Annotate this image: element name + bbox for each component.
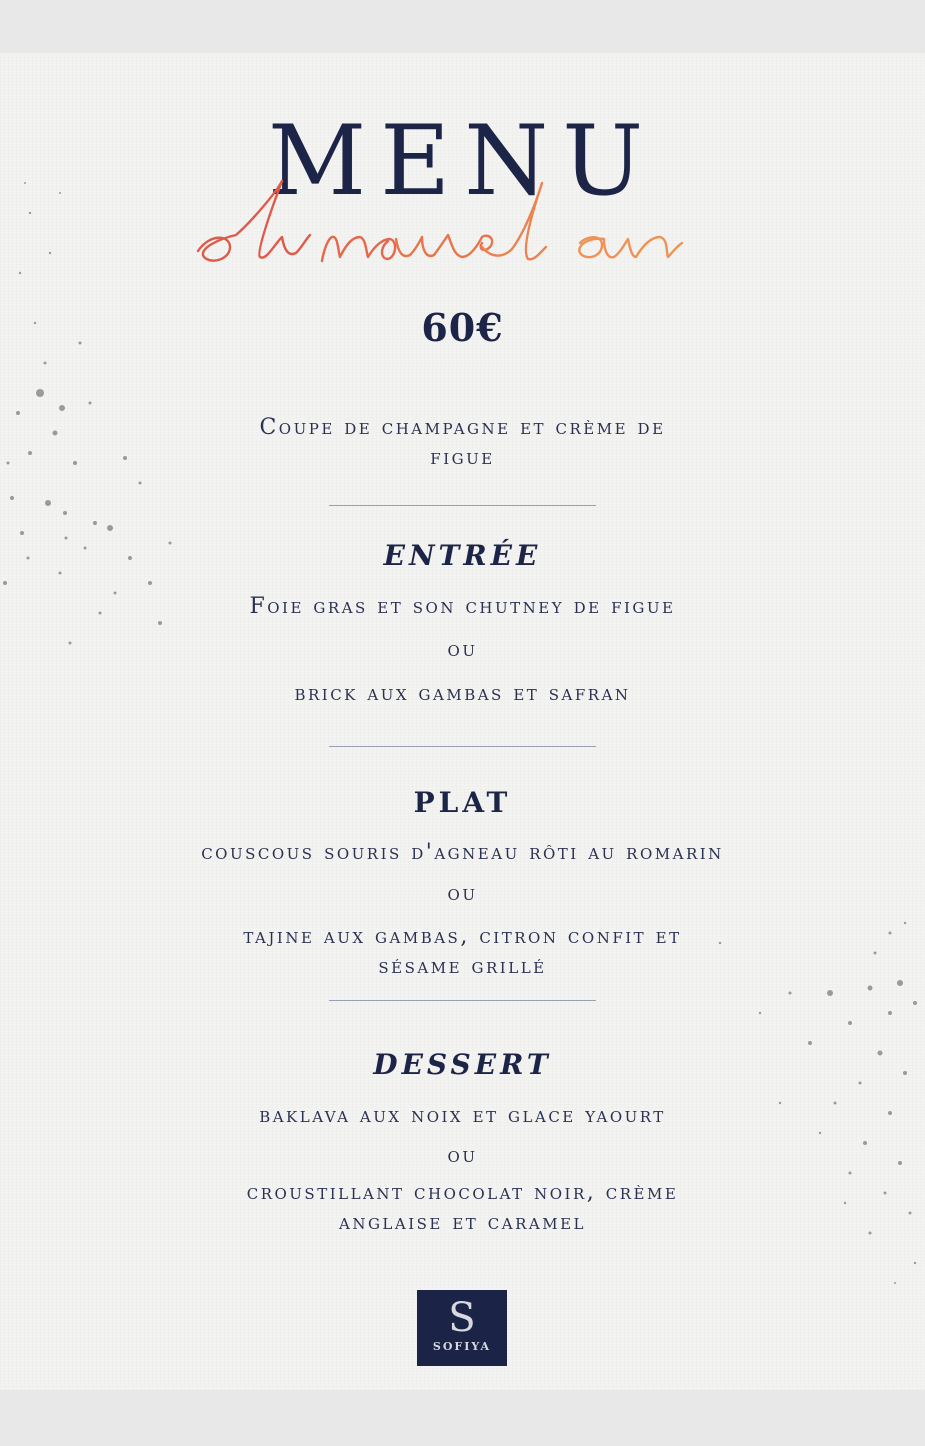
divider-3 xyxy=(329,1000,596,1001)
dessert-option-2 xyxy=(140,1178,785,1238)
dessert-title-text: DESSERT xyxy=(373,1048,552,1081)
logo-initial: S xyxy=(448,1295,476,1341)
entree-option-1: Foie gras et son chutney de figue xyxy=(249,594,676,619)
plat-title xyxy=(0,786,925,819)
plat-option-2-line-2: sésame grillé xyxy=(378,954,547,979)
dessert-option-1: baklava aux noix et glace yaourt xyxy=(259,1103,666,1128)
menu-title: MENU xyxy=(267,105,658,217)
menu-price: 60€ xyxy=(421,305,504,350)
menu-page xyxy=(0,53,925,1390)
logo-name: SOFIYA xyxy=(432,1340,492,1353)
dessert-option-2-line-1: croustillant chocolat noir, crème xyxy=(246,1180,679,1205)
aperitif-block xyxy=(140,413,785,473)
sofiya-logo xyxy=(417,1290,507,1366)
plat-option-1: couscous souris d'agneau rôti au romarin xyxy=(201,840,724,865)
divider-2 xyxy=(329,746,596,747)
entree-title xyxy=(0,539,925,572)
dessert-title xyxy=(0,1048,925,1081)
dessert-or: ou xyxy=(447,1143,478,1168)
aperitif-line-1: Coupe de champagne et crème de xyxy=(259,415,666,440)
entree-or: ou xyxy=(447,637,478,662)
entree-title-text: ENTRÉE xyxy=(383,539,542,572)
aperitif-line-2: figue xyxy=(430,445,495,470)
entree-option-2: brick aux gambas et safran xyxy=(294,681,631,706)
plat-option-2-line-1: tajine aux gambas, citron confit et xyxy=(243,924,682,949)
dessert-option-2-line-2: anglaise et caramel xyxy=(338,1210,587,1235)
divider-1 xyxy=(329,505,596,506)
plat-option-2 xyxy=(140,922,785,982)
plat-or: ou xyxy=(447,881,478,906)
plat-title-text: PLAT xyxy=(413,786,512,819)
